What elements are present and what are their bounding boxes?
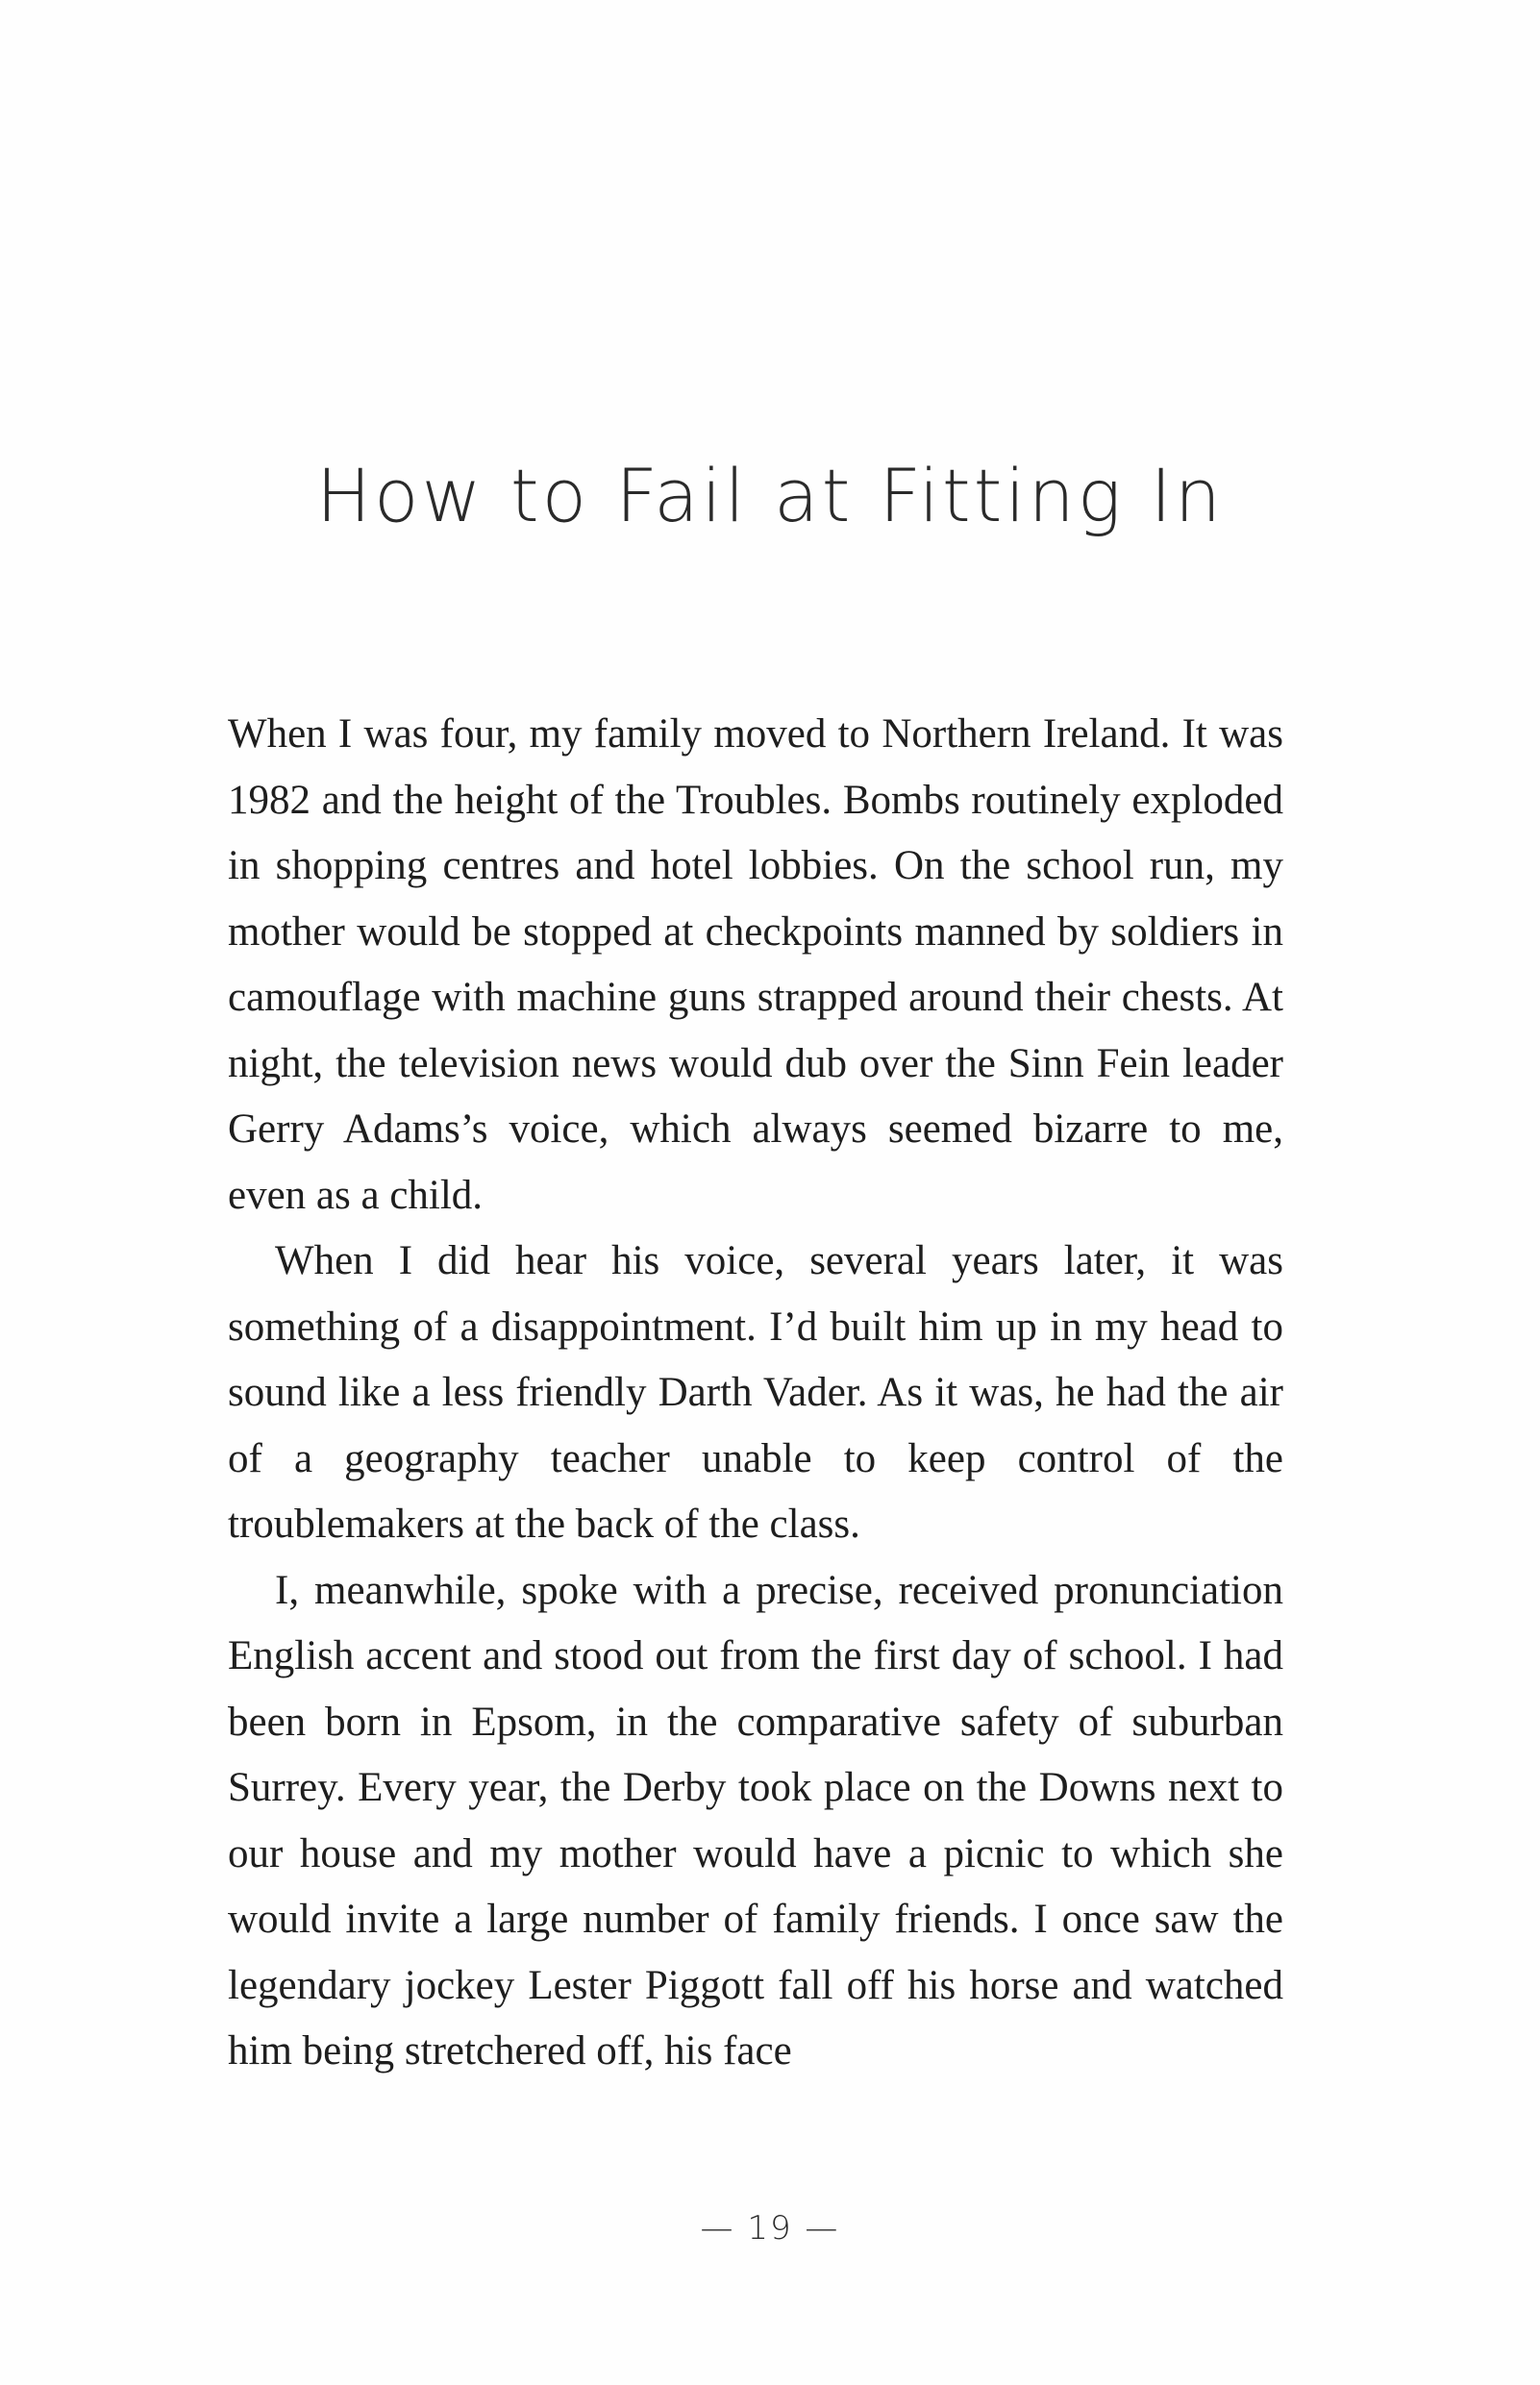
page-number: — 19 —: [700, 2209, 840, 2248]
chapter-title: How to Fail at Fitting In: [315, 453, 1225, 538]
paragraph-1: When I was four, my family moved to Northern Ireland. It was 1982 and the height of the Troubles. Bombs routinely exploded in shopping centres and hotel lobbies. On the school run, my mother would be stopped at checkpoints manned by soldiers in camouflage with machine guns strapped around their chests. At night, the television news would dub over the Sinn Fein leader Gerry Adams’s voice, which always seemed bizarre to me, even as a child.: [228, 711, 1283, 1218]
chapter-body: [228, 702, 1283, 2085]
paragraph-3: I, meanwhile, spoke with a precise, received pronunciation English accent and stood out from the first day of school. I had been born in Epsom, in the comparative safety of suburban Surrey. Every year, the Derby took place on the Downs next to our house and my mother would have a picnic to which she would invite a large number of family friends. I once saw the legendary jockey Lester Piggott fall off his horse and watched him being stretchered off, his face: [228, 1567, 1283, 2074]
paragraph-2: When I did hear his voice, several years later, it was something of a disappointment. I’d built him up in my head to sound like a less friendly Darth Vader. As it was, he had the air of a geography teacher unable to keep control of the troublemakers at the back of the class.: [228, 1238, 1283, 1547]
